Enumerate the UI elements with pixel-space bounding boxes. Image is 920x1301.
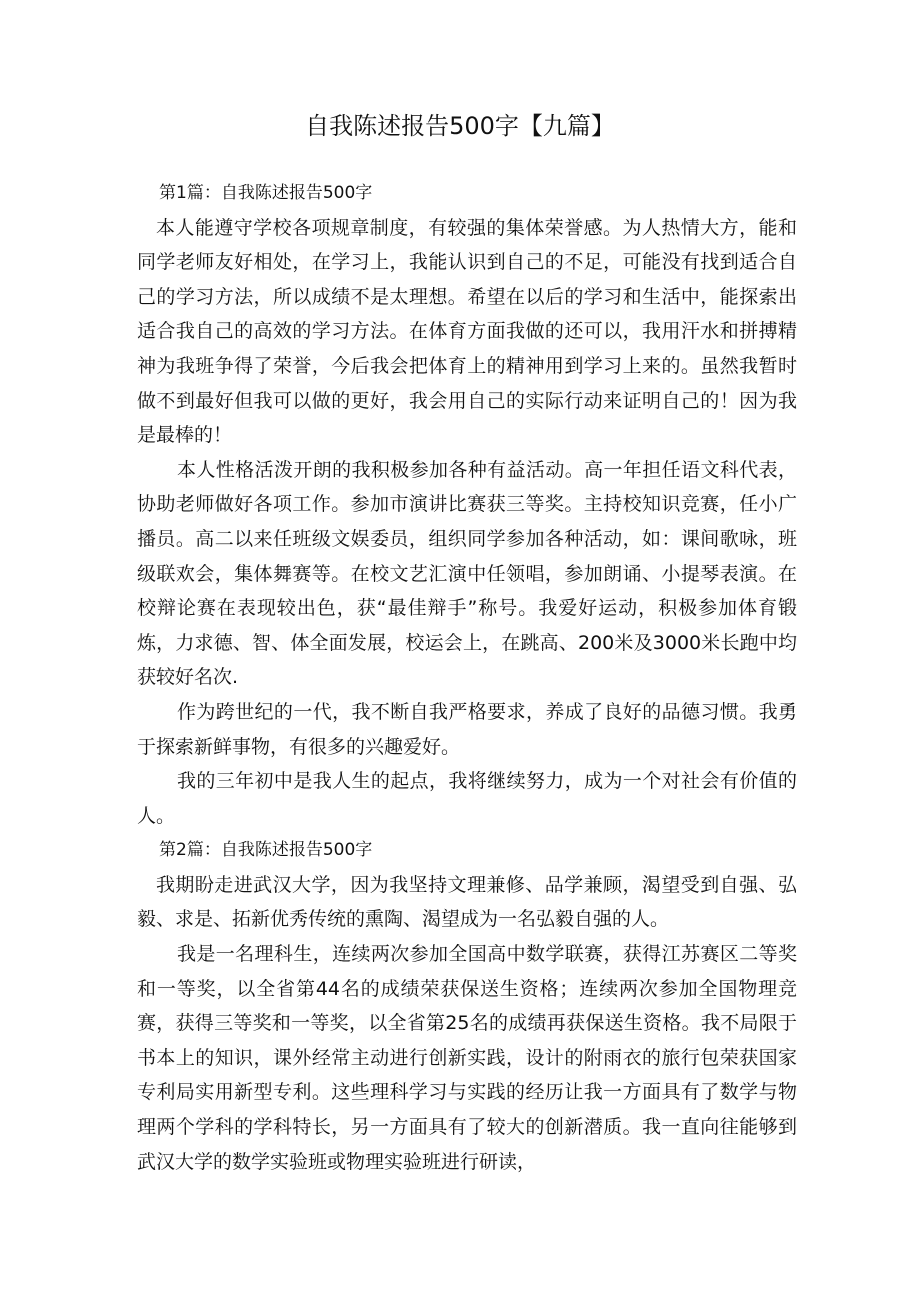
- document-title: 自我陈述报告500字【九篇】: [305, 112, 615, 140]
- section-1-paragraph-3: 作为跨世纪的一代，我不断自我严格要求，养成了良好的品德习惯。我勇于探索新鲜事物，有很多的兴趣爱好。: [137, 700, 797, 758]
- section-2-paragraph-2: 我是一名理科生，连续两次参加全国高中数学联赛，获得江苏赛区二等奖和一等奖，以全省第44名的成绩荣获保送生资格；连续两次参加全国物理竞赛，获得三等奖和一等奖，以全省第25名的成绩再获保送生资格。我不局限于书本上的知识，课外经常主动进行创新实践，设计的附雨衣的旅行包荣获国家专利局实用新型专利。这些理科学习与实践的经历让我一方面具有了数学与物理两个学科的学科特长，另一方面具有了较大的创新潜质。我一直向往能够到武汉大学的数学实验班或物理实验班进行研读，: [137, 943, 797, 1173]
- section-2-heading: 第2篇：自我陈述报告500字: [159, 840, 373, 861]
- section-1-paragraph-1: 本人能遵守学校各项规章制度，有较强的集体荣誉感。为人热情大方，能和同学老师友好相处，在学习上，我能认识到自己的不足，可能没有找到适合自己的学习方法，所以成绩不是太理想。希望在以后的学习和生活中，能探索出适合我自己的高效的学习方法。在体育方面我做的还可以，我用汗水和拼搏精神为我班争得了荣誉，今后我会把体育上的精神用到学习上来的。虽然我暂时做不到最好但我可以做的更好，我会用自己的实际行动来证明自己的！因为我是最棒的！: [137, 216, 797, 447]
- section-1-paragraph-2: 本人性格活泼开朗的我积极参加各种有益活动。高一年担任语文科代表，协助老师做好各项工作。参加市演讲比赛获三等奖。主持校知识竞赛，任小广播员。高二以来任班级文娱委员，组织同学参加各种活动，如：课间歌咏，班级联欢会，集体舞赛等。在校文艺汇演中任领唱，参加朗诵、小提琴表演。在校辩论赛在表现较出色，获“最佳辩手”称号。我爱好运动，积极参加体育锻炼，力求德、智、体全面发展，校运会上，在跳高、200米及3000米长跑中均获较好名次.: [137, 458, 797, 689]
- section-1-heading: 第1篇：自我陈述报告500字: [159, 183, 373, 203]
- section-2-paragraph-1: 我期盼走进武汉大学，因为我坚持文理兼修、品学兼顾，渴望受到自强、弘毅、求是、拓新优秀传统的熏陶、渴望成为一名弘毅自强的人。: [137, 873, 797, 931]
- section-1-paragraph-4: 我的三年初中是我人生的起点，我将继续努力，成为一个对社会有价值的人。: [137, 770, 797, 827]
- document-body: [137, 176, 797, 1179]
